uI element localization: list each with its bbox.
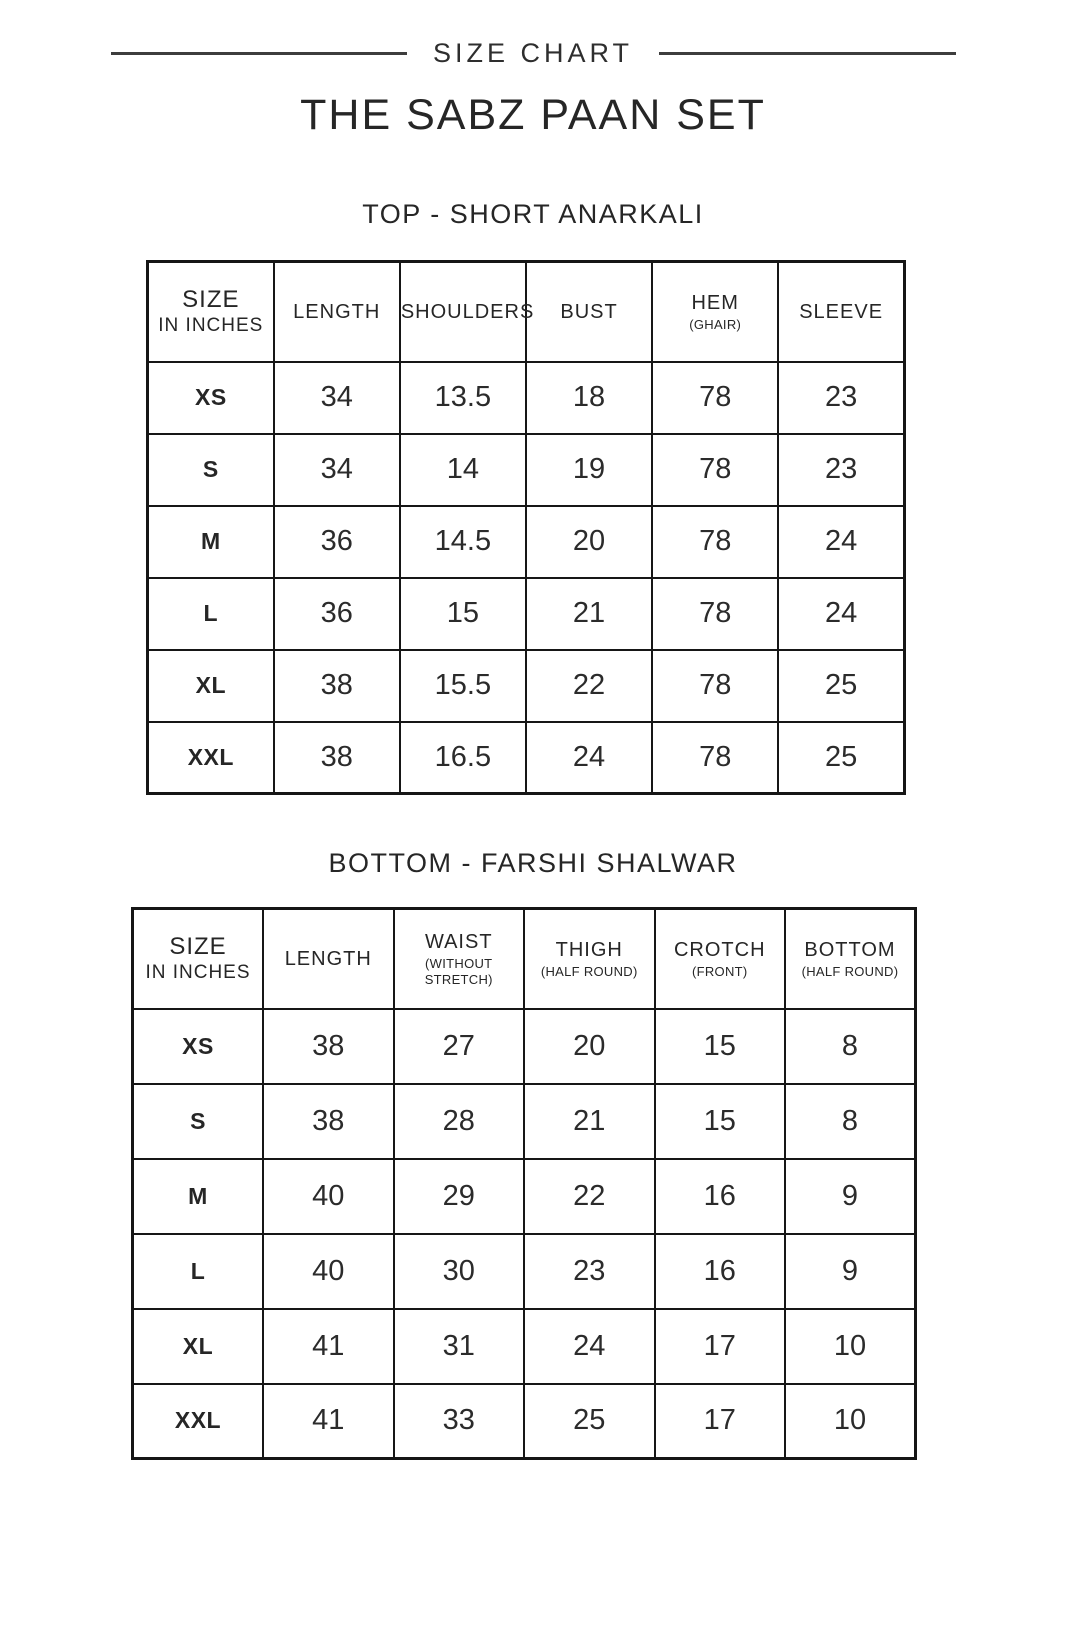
bottom-table-header-row bbox=[133, 909, 916, 1009]
value-cell: 21 bbox=[526, 578, 652, 650]
title-right-rule bbox=[659, 52, 955, 55]
value-cell: 17 bbox=[655, 1309, 786, 1384]
size-cell: S bbox=[133, 1084, 264, 1159]
value-cell: 25 bbox=[524, 1384, 655, 1459]
value-cell: 36 bbox=[274, 578, 400, 650]
column-header-bust: BUST bbox=[526, 262, 652, 362]
size-cell: S bbox=[148, 434, 274, 506]
top-section-title: TOP - SHORT ANARKALI bbox=[362, 199, 704, 229]
value-cell: 13.5 bbox=[400, 362, 526, 434]
size-cell: L bbox=[133, 1234, 264, 1309]
table-row-xxl bbox=[133, 1384, 916, 1459]
value-cell: 78 bbox=[652, 362, 778, 434]
product-title: THE SABZ PAAN SET bbox=[300, 91, 766, 139]
value-cell: 16 bbox=[655, 1159, 786, 1234]
table-row-s bbox=[148, 434, 905, 506]
value-cell: 30 bbox=[394, 1234, 525, 1309]
value-cell: 9 bbox=[785, 1159, 916, 1234]
value-cell: 36 bbox=[274, 506, 400, 578]
size-header-label: SIZE bbox=[169, 932, 227, 960]
table-row-l bbox=[148, 578, 905, 650]
value-cell: 38 bbox=[274, 722, 400, 794]
column-header-length: LENGTH bbox=[263, 909, 394, 1009]
size-header-sublabel: IN INCHES bbox=[145, 961, 251, 983]
value-cell: 14.5 bbox=[400, 506, 526, 578]
value-cell: 78 bbox=[652, 722, 778, 794]
bottom-section-title: BOTTOM - FARSHI SHALWAR bbox=[328, 848, 738, 878]
value-cell: 25 bbox=[778, 650, 904, 722]
value-cell: 8 bbox=[785, 1009, 916, 1084]
value-cell: 21 bbox=[524, 1084, 655, 1159]
value-cell: 19 bbox=[526, 434, 652, 506]
size-cell: M bbox=[133, 1159, 264, 1234]
value-cell: 10 bbox=[785, 1309, 916, 1384]
size-cell: M bbox=[148, 506, 274, 578]
value-cell: 15 bbox=[655, 1009, 786, 1084]
value-cell: 78 bbox=[652, 434, 778, 506]
value-cell: 20 bbox=[524, 1009, 655, 1084]
table-row-m bbox=[133, 1159, 916, 1234]
table-row-m bbox=[148, 506, 905, 578]
top-table-header-row bbox=[148, 262, 905, 362]
size-header-sublabel: IN INCHES bbox=[158, 314, 264, 336]
value-cell: 22 bbox=[524, 1159, 655, 1234]
value-cell: 38 bbox=[263, 1084, 394, 1159]
value-cell: 18 bbox=[526, 362, 652, 434]
value-cell: 8 bbox=[785, 1084, 916, 1159]
column-header-bottom: BOTTOM (HALF ROUND) bbox=[785, 909, 916, 1009]
value-cell: 78 bbox=[652, 506, 778, 578]
title-left-rule bbox=[111, 52, 407, 55]
value-cell: 24 bbox=[778, 506, 904, 578]
value-cell: 40 bbox=[263, 1159, 394, 1234]
size-cell: XL bbox=[148, 650, 274, 722]
size-header-label: SIZE bbox=[182, 285, 240, 313]
table-row-xl bbox=[148, 650, 905, 722]
value-cell: 14 bbox=[400, 434, 526, 506]
column-header-sleeve: SLEEVE bbox=[778, 262, 904, 362]
value-cell: 33 bbox=[394, 1384, 525, 1459]
value-cell: 9 bbox=[785, 1234, 916, 1309]
column-header-length: LENGTH bbox=[274, 262, 400, 362]
value-cell: 29 bbox=[394, 1159, 525, 1234]
value-cell: 23 bbox=[778, 362, 904, 434]
value-cell: 78 bbox=[652, 650, 778, 722]
size-in-inches-header-cell bbox=[133, 909, 264, 1009]
value-cell: 23 bbox=[778, 434, 904, 506]
column-header-shoulders: SHOULDERS bbox=[400, 262, 526, 362]
value-cell: 23 bbox=[524, 1234, 655, 1309]
table-row-s bbox=[133, 1084, 916, 1159]
table-row-xs bbox=[148, 362, 905, 434]
table-row-xl bbox=[133, 1309, 916, 1384]
value-cell: 15 bbox=[400, 578, 526, 650]
size-cell: XXL bbox=[133, 1384, 264, 1459]
size-cell: XXL bbox=[148, 722, 274, 794]
value-cell: 10 bbox=[785, 1384, 916, 1459]
size-chart-page bbox=[0, 38, 1066, 1460]
value-cell: 25 bbox=[778, 722, 904, 794]
value-cell: 38 bbox=[263, 1009, 394, 1084]
value-cell: 24 bbox=[526, 722, 652, 794]
size-cell: L bbox=[148, 578, 274, 650]
value-cell: 41 bbox=[263, 1309, 394, 1384]
size-chart-title-row bbox=[111, 38, 956, 69]
value-cell: 24 bbox=[778, 578, 904, 650]
value-cell: 20 bbox=[526, 506, 652, 578]
value-cell: 15 bbox=[655, 1084, 786, 1159]
column-header-crotch: CROTCH (FRONT) bbox=[655, 909, 786, 1009]
value-cell: 22 bbox=[526, 650, 652, 722]
bottom-size-table bbox=[131, 907, 917, 1460]
table-row-xxl bbox=[148, 722, 905, 794]
value-cell: 41 bbox=[263, 1384, 394, 1459]
size-chart-title: SIZE CHART bbox=[432, 38, 634, 68]
value-cell: 15.5 bbox=[400, 650, 526, 722]
value-cell: 17 bbox=[655, 1384, 786, 1459]
size-cell: XS bbox=[133, 1009, 264, 1084]
size-cell: XL bbox=[133, 1309, 264, 1384]
table-row-l bbox=[133, 1234, 916, 1309]
value-cell: 27 bbox=[394, 1009, 525, 1084]
value-cell: 40 bbox=[263, 1234, 394, 1309]
value-cell: 34 bbox=[274, 434, 400, 506]
column-header-thigh: THIGH (HALF ROUND) bbox=[524, 909, 655, 1009]
column-header-hem: HEM (GHAIR) bbox=[652, 262, 778, 362]
value-cell: 16 bbox=[655, 1234, 786, 1309]
value-cell: 24 bbox=[524, 1309, 655, 1384]
size-cell: XS bbox=[148, 362, 274, 434]
value-cell: 78 bbox=[652, 578, 778, 650]
value-cell: 28 bbox=[394, 1084, 525, 1159]
value-cell: 31 bbox=[394, 1309, 525, 1384]
value-cell: 38 bbox=[274, 650, 400, 722]
value-cell: 34 bbox=[274, 362, 400, 434]
column-header-waist: WAIST (WITHOUT STRETCH) bbox=[394, 909, 525, 1009]
value-cell: 16.5 bbox=[400, 722, 526, 794]
table-row-xs bbox=[133, 1009, 916, 1084]
top-size-table bbox=[146, 260, 906, 795]
size-in-inches-header-cell bbox=[148, 262, 274, 362]
